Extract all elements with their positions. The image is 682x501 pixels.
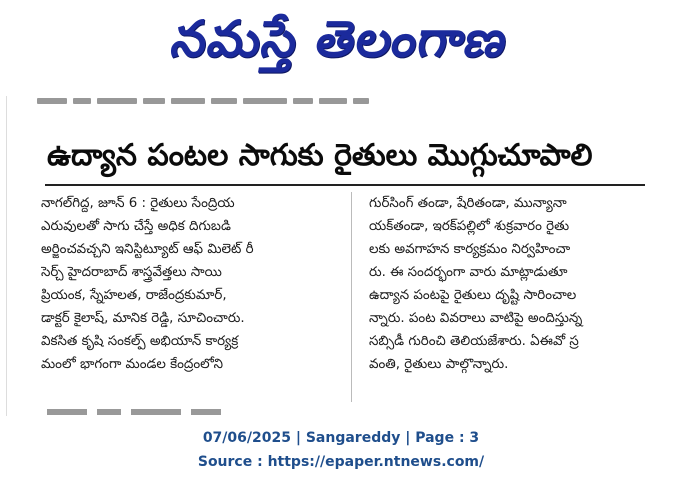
article-line: సెర్చ్ హైదరాబాద్ శాస్త్రవేత్తలు సాయి xyxy=(41,265,222,280)
article-headline: ఉద్యాన పంటల సాగుకు రైతులు మొగ్గుచూపాలి xyxy=(47,138,593,173)
article-column-left xyxy=(41,192,339,376)
clip-footer xyxy=(0,426,682,474)
source-link[interactable]: Source : https://epaper.ntnews.com/ xyxy=(197,454,485,470)
cut-text-bottom xyxy=(47,408,347,416)
article-line: డాక్టర్ కైలాష్, మానిక రెడ్డి, సూచించారు. xyxy=(41,311,245,326)
article-column-right xyxy=(369,192,661,376)
article-line: ఎరువులతో సాగు చేస్తే అధిక దిగుబడి xyxy=(41,219,231,234)
news-clipping xyxy=(6,96,675,416)
newspaper-logo xyxy=(130,4,550,74)
column-divider xyxy=(351,192,352,402)
masthead xyxy=(0,0,682,78)
article-line: వంతి, రైతులు పాల్గొన్నారు. xyxy=(369,357,509,372)
article-line: వికసిత కృషి సంకల్ప్ అభియాన్ కార్యక్ర xyxy=(41,334,239,349)
article-line: నాగల్‌గిద్ద, జూన్ 6 : రైతులు సేంద్రియ xyxy=(41,196,235,211)
date-edition-page: 07/06/2025 | Sangareddy | Page : 3 xyxy=(202,430,480,446)
article-line: సబ్సిడీ గురించి తెలియజేశారు. ఏఈవో స్ర xyxy=(369,334,579,349)
article-line: యక్‌తండా, ఇరక్‌పల్లిలో శుక్రవారం రైతు xyxy=(369,219,570,234)
article-line: రు. ఈ సందర్భంగా వారు మాట్లాడుతూ xyxy=(369,265,568,280)
article-line: ప్రియంక, స్నేహలత, రాజేంద్రకుమార్, xyxy=(41,288,227,303)
cut-text-top xyxy=(37,96,397,106)
article-line: గుర్‌సింగ్ తండా, షేరితండా, మున్యానా xyxy=(369,196,567,211)
newspaper-name: నమస్తే తెలంగాణ xyxy=(167,10,513,68)
article-line: లకు అవగాహన కార్యక్రమం నిర్వహించా xyxy=(369,242,571,257)
headline-rule xyxy=(45,184,645,186)
article-line: న్నారు. పంట వివరాలు వాటిపై అందిస్తున్న xyxy=(369,311,583,326)
article-line: మంలో భాగంగా మండల కేంద్రంలోని xyxy=(41,357,224,372)
article-line: అర్జించవచ్చని ఇనిస్టిట్యూట్ ఆఫ్ మిలెట్ రీ xyxy=(41,242,254,257)
article-line: ఉద్యాన పంటపై రైతులు దృష్టి సారించాల xyxy=(369,288,577,303)
